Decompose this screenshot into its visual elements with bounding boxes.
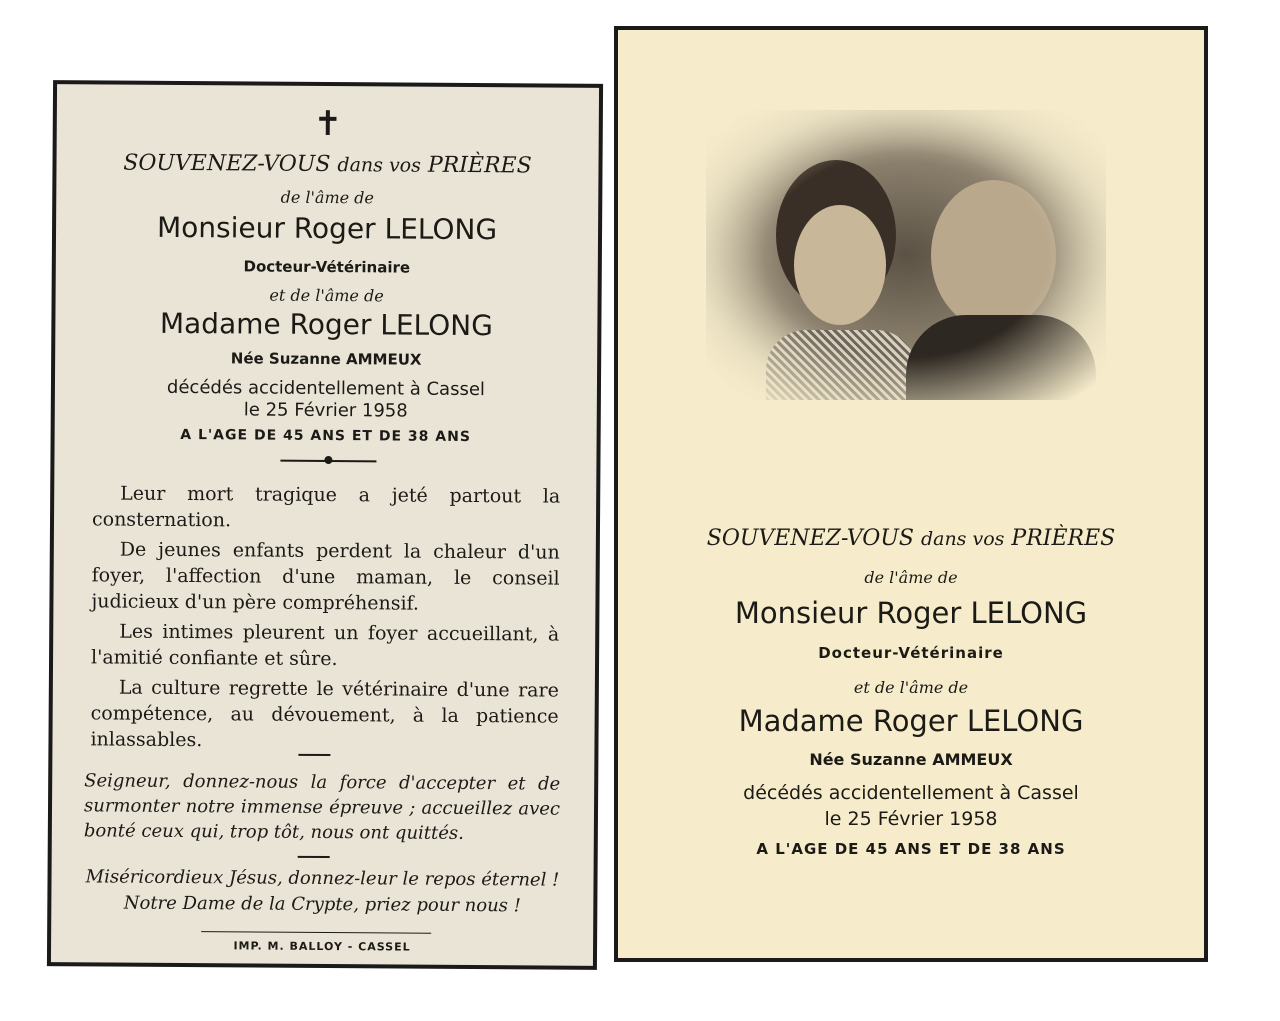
ornament-dot [324,456,332,464]
paragraph-2: De jeunes enfants perdent la chaleur d'un foyer, l'affection d'une maman, le conseil judicieux d'un père compréhensif. [91,538,560,615]
age-line: A L'AGE DE 45 ANS ET DE 38 ANS [180,426,471,446]
deceased-line: décédés accidentellement à Cassel [166,376,486,401]
printer-line: IMP. M. BALLOY - CASSEL [233,939,411,954]
heading-part3: PRIÈRES [1011,526,1116,551]
age-line: A L'AGE DE 45 ANS ET DE 38 ANS [756,840,1066,858]
paragraph-3: Les intimes pleurent un foyer accueillant, à l'amitié confiante et sûre. [90,620,560,671]
heading [618,526,1204,551]
prayer-2-line-1: Miséricordieux Jésus, donnez-leur le repos éternel ! [85,866,560,891]
memorial-card-right [614,26,1208,962]
nee-line: Née Suzanne AMMEUX [809,750,1013,769]
heading-part1: SOUVENEZ-VOUS [706,526,914,551]
ame-line-1: de l'âme de [864,568,958,587]
ame-line-2: et de l'âme de [853,678,969,697]
name-2: Madame Roger LELONG [159,306,493,343]
heading-part1: SOUVENEZ-VOUS [123,150,331,178]
date-line: le 25 Février 1958 [243,399,408,422]
heading-part2: dans vos [337,154,421,177]
couple-photo [706,110,1106,400]
title-1: Docteur-Vétérinaire [243,257,411,277]
ame-line-2: et de l'âme de [269,285,384,306]
photo-vignette [706,110,1106,400]
deceased-line: décédés accidentellement à Cassel [743,782,1079,804]
paragraph-1: Leur mort tragique a jeté partout la consternation. [91,482,561,532]
memorial-card-left [47,80,603,970]
name-1: Monsieur Roger LELONG [734,596,1088,630]
prayer-1: Seigneur, donnez-nous la force d'accepter et de surmonter notre immense épreuve ; accueillez avec bonté ceux qui, trop tôt, nous ont quittés. [83,770,561,844]
heading-part2: dans vos [920,528,1005,550]
title-1: Docteur-Vétérinaire [818,644,1004,662]
nee-line: Née Suzanne AMMEUX [230,349,422,369]
divider-2 [298,856,330,858]
name-1: Monsieur Roger LELONG [156,210,498,247]
printer-rule [201,931,431,934]
ame-line-1: de l'âme de [280,187,374,208]
name-2: Madame Roger LELONG [738,704,1084,738]
divider-1 [298,754,330,756]
date-line: le 25 Février 1958 [824,808,998,830]
cross-icon: ✝ [313,103,343,145]
heading [56,150,598,179]
heading-part3: PRIÈRES [427,152,532,179]
paragraph-4: La culture regrette le vétérinaire d'une rare compétence, au dévouement, à la patience inlassables. [90,676,559,752]
prayer-2-line-2: Notre Dame de la Crypte, priez pour nous ! [123,892,521,917]
